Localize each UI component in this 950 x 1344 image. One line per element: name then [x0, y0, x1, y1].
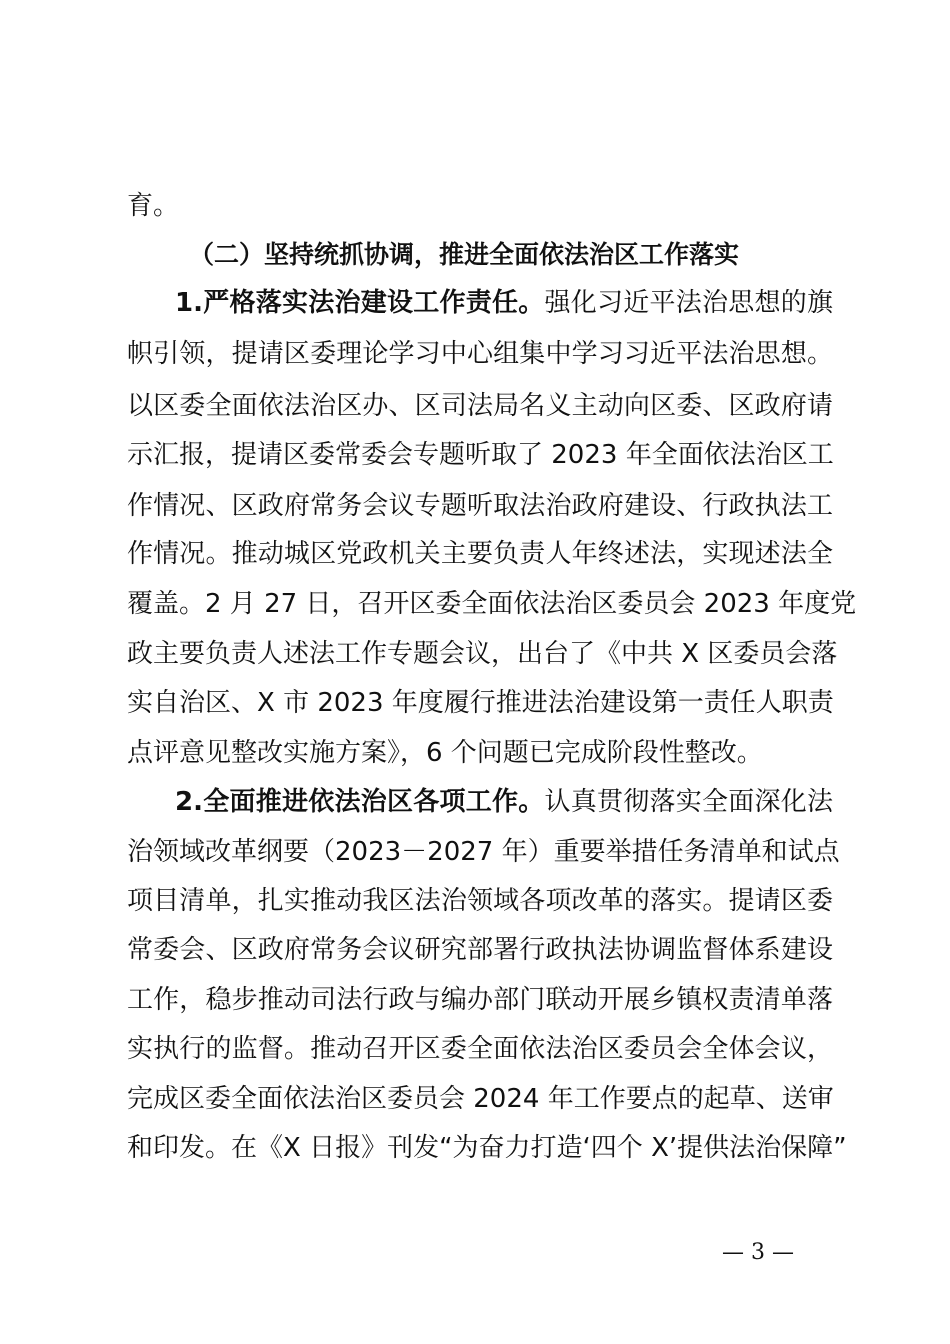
- paragraph-line: 和印发。在《X 日报》刊发“为奋力打造‘四个 X’提供法治保障”: [127, 1133, 847, 1163]
- page-number: — 3 —: [722, 1240, 794, 1265]
- paragraph-line: 示汇报，提请区委常委会专题听取了 2023 年全面依法治区工: [127, 440, 834, 470]
- paragraph-line: [175, 288, 833, 318]
- paragraph-line: 实自治区、X 市 2023 年度履行推进法治建设第一责任人职责: [127, 688, 834, 718]
- paragraph-line: 治领域改革纲要（2023－2027 年）重要举措任务清单和试点: [127, 837, 840, 867]
- paragraph-line: [175, 787, 833, 817]
- continuation-text: 育。: [127, 191, 180, 221]
- paragraph-line: 工作，稳步推动司法行政与编办部门联动开展乡镇权责清单落: [127, 985, 833, 1015]
- paragraph-line: 帜引领，提请区委理论学习中心组集中学习习近平法治思想。: [127, 339, 833, 369]
- paragraph-text: 强化习近平法治思想的旗: [544, 288, 833, 318]
- paragraph-lead: 2.全面推进依法治区各项工作。: [175, 787, 545, 817]
- paragraph-line: 项目清单，扎实推动我区法治领域各项改革的落实。提请区委: [127, 886, 833, 916]
- paragraph-line: 政主要负责人述法工作专题会议，出台了《中共 X 区委员会落: [127, 639, 838, 669]
- paragraph-line: 点评意见整改实施方案》，6 个问题已完成阶段性整改。: [127, 738, 763, 768]
- paragraph-line: 覆盖。2 月 27 日，召开区委全面依法治区委员会 2023 年度党: [127, 589, 857, 619]
- paragraph-lead: 1.严格落实法治建设工作责任。: [175, 288, 545, 318]
- paragraph-line: 作情况、区政府常务会议专题听取法治政府建设、行政执法工: [127, 491, 833, 521]
- section-heading: （二）坚持统抓协调，推进全面依法治区工作落实: [189, 240, 740, 269]
- paragraph-line: 完成区委全面依法治区委员会 2024 年工作要点的起草、送审: [127, 1084, 834, 1114]
- paragraph-line: 以区委全面依法治区办、区司法局名义主动向区委、区政府请: [127, 391, 833, 421]
- paragraph-line: 常委会、区政府常务会议研究部署行政执法协调监督体系建设: [127, 935, 833, 965]
- paragraph-line: 实执行的监督。推动召开区委全面依法治区委员会全体会议，: [127, 1034, 833, 1064]
- paragraph-text: 认真贯彻落实全面深化法: [544, 787, 833, 817]
- paragraph-line: 作情况。推动城区党政机关主要负责人年终述法，实现述法全: [127, 539, 833, 569]
